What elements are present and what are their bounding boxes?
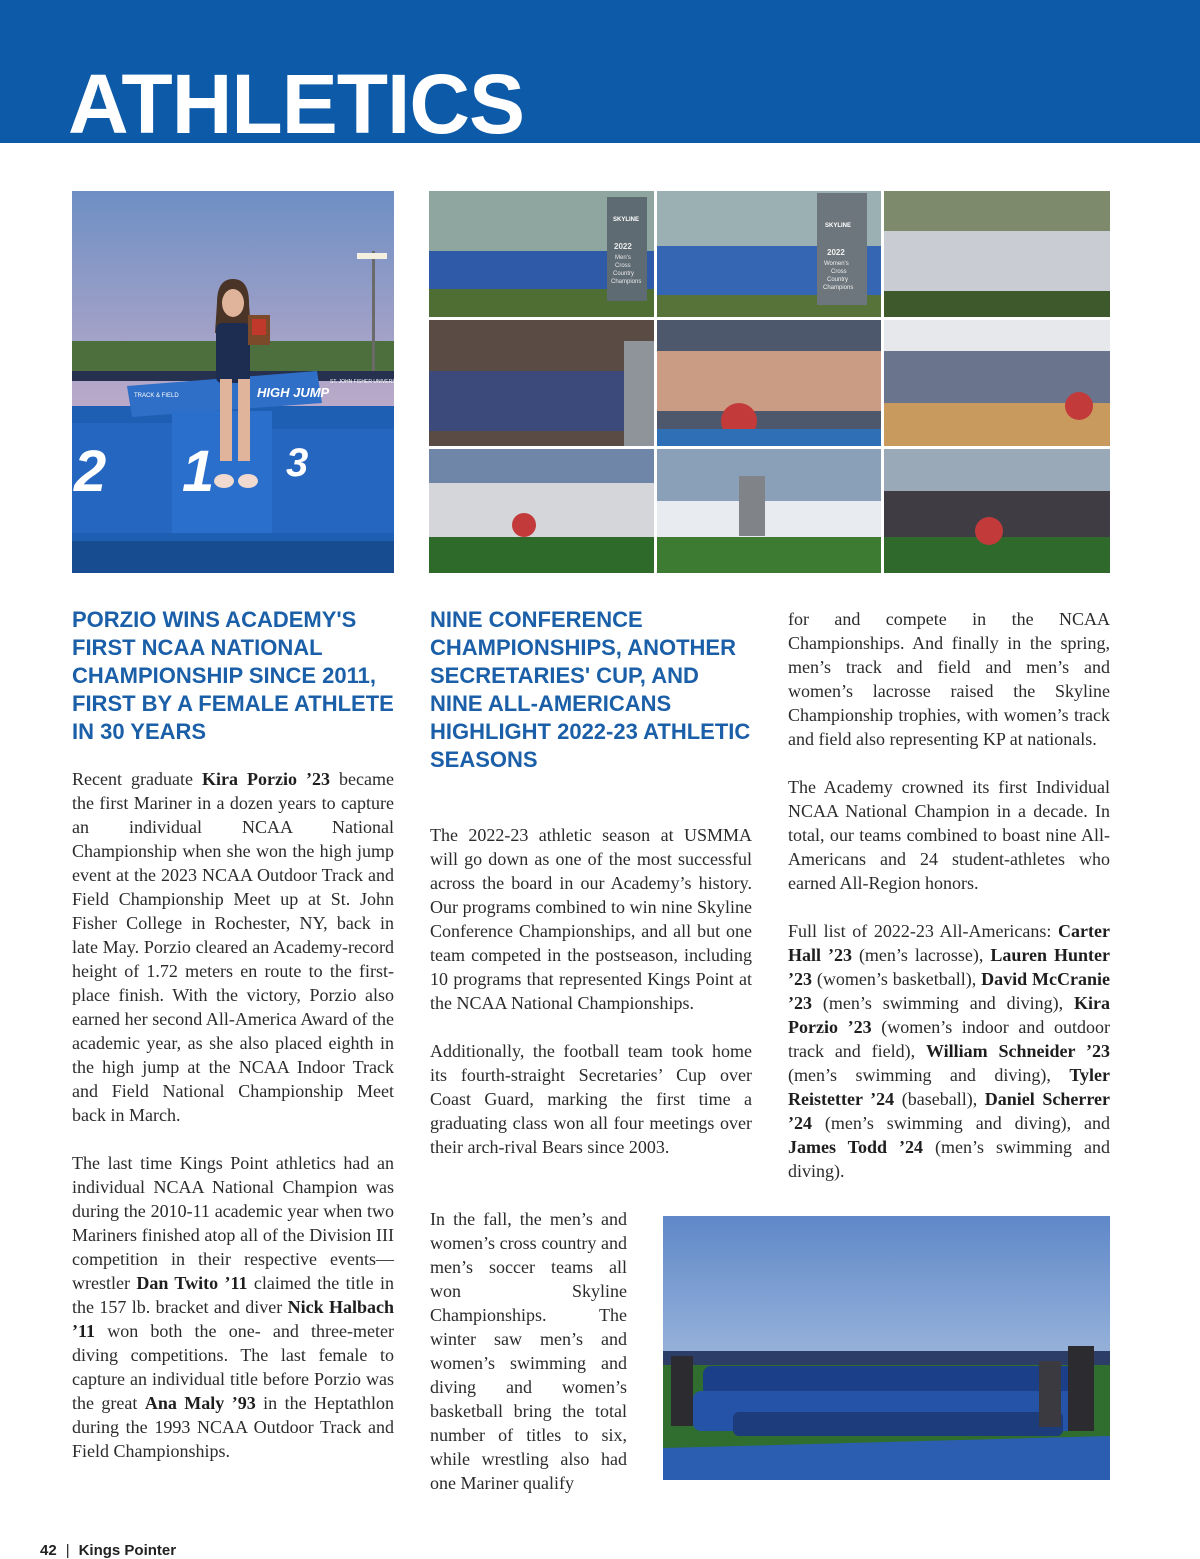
all-american-name: Tyler Reistetter ’24 [788, 1065, 1110, 1109]
porzio-podium-photo [72, 191, 404, 573]
page-number: 42 [40, 1542, 57, 1559]
porzio-paragraph-2: The last time Kings Point athletics had an individual NCAA National Champion was during the 2010-11 academic year when two Mariners finished atop all of the Division III competition in their respective events—wrestler Dan Twito ’11 claimed the title in the 157 lb. bracket and diver Nick Halbach ’11 won both the one- and three-meter diving competitions. The last female to capture an individual title before Porzio was the great Ana Maly ’93 in the Heptathlon during the 1993 NCAA Outdoor Track and Field Championships. [72, 1153, 395, 1461]
banner-1-line-5: Champions [611, 279, 642, 285]
banner-2-line-1: 2022 [827, 248, 845, 257]
athlete-name: Nick Halbach ’11 [72, 1297, 395, 1341]
collage-tile-womens-swimming [429, 320, 654, 446]
banner-2-line-5: Champions [823, 285, 854, 291]
section-title: ATHLETICS [68, 57, 525, 151]
season-paragraph-4: for and compete in the NCAA Championships. And finally in the spring, men’s track and field and men’s and women’s lacrosse raised the Skyline Championship trophies, with women’s track and field also representing KP at nationals. [788, 609, 1110, 749]
athlete-name: Dan Twito ’11 [136, 1273, 248, 1293]
all-american-name: David McCranie ’23 [788, 969, 1110, 1013]
collage-skyline-1: SKYLINE [613, 217, 640, 223]
header-band [0, 0, 1200, 151]
all-american-name: Kira Porzio ’23 [788, 993, 1110, 1037]
publication-name: Kings Pointer [78, 1542, 177, 1559]
podium-banner-text: HIGH JUMP [257, 385, 330, 400]
podium-sign-text: TRACK & FIELD [134, 393, 179, 399]
all-american-name: Daniel Scherrer ’24 [788, 1089, 1110, 1133]
season-paragraph-3: In the fall, the men’s and women’s cross country and men’s soccer teams all won Skyline Championships. The winter saw men’s and women’s swimming and diving and women’s basketball bring the total number of titles to six, while wrestling also had one Mariner qualify [430, 1209, 627, 1493]
all-american-name: William Schneider ’23 [925, 1041, 1110, 1061]
page-footer [40, 1542, 176, 1559]
collage-tile-womens-cross-country [657, 191, 881, 317]
collage-tile-womens-basketball [884, 320, 1110, 446]
collage-tile-mens-cross-country [429, 191, 654, 317]
collage-tile-womens-lacrosse [884, 449, 1110, 573]
athlete-name: Kira Porzio ’23 [202, 769, 331, 789]
all-american-name: Carter Hall ’23 [788, 921, 1110, 965]
banner-1-line-2: Men's [615, 255, 631, 261]
all-american-name: James Todd ’24 [788, 1137, 924, 1157]
collage-tile-mens-lacrosse [657, 449, 881, 573]
porzio-article-body [72, 767, 394, 1463]
banner-1-line-4: Country [613, 271, 635, 277]
season-paragraph-1: The 2022-23 athletic season at USMMA will go down as one of the most successful across the board in our Academy’s history. Our programs combined to win nine Skyline Conference Championships, and all but one team competed in the postseason, including 10 programs that represented Kings Point at the NCAA National Championships. [430, 825, 752, 1013]
season-paragraph-2: Additionally, the football team took home its fourth-straight Secretaries’ Cup over Coast Guard, marking the first time a graduating class won all four meetings over their arch-rival Bears since 2003. [430, 1041, 752, 1157]
season-paragraph-5: The Academy crowned its first Individual NCAA National Champion in a decade. In total, our teams combined to boast nine All-Americans and 24 student-athletes who earned All-Region honors. [788, 777, 1110, 893]
podium-number-3: 3 [286, 441, 309, 485]
all-americans-list: Full list of 2022-23 All-Americans: Carter Hall ’23 (men’s lacrosse), Lauren Hunter ’23 (women’s basketball), David McCranie ’23 (men’s swimming and diving), Kira Porzio ’23 (women’s indoor and outdoor track and field), William Schneider ’23 (men’s swimming and diving), Tyler Reistetter ’24 (baseball), Daniel Scherrer ’24 (men’s swimming and diving), and James Todd ’24 (men’s swimming and diving). [788, 921, 1111, 1181]
collage-tile-mens-track [429, 449, 654, 573]
banner-2-line-4: Country [827, 277, 849, 283]
season-article-col-1b [430, 1207, 627, 1495]
season-article-col-2 [788, 607, 1110, 1183]
porzio-paragraph-1: Recent graduate Kira Porzio ’23 became the first Mariner in a dozen years to capture an individual NCAA National Championship when she won the high jump event at the 2023 NCAA Outdoor Track and Field Championship Meet up at St. John Fisher College in Rochester, NY, back in late May. Porzio cleared an Academy-record height of 1.72 meters en route to the first-place finish. With the victory, Porzio also earned her second All-America Award of the academic year, as she also placed eighth in the high jump at the NCAA Indoor Track and Field National Championship Meet back in March. [72, 769, 394, 1125]
athlete-name: Ana Maly ’93 [144, 1393, 256, 1413]
collage-tile-mens-swimming [657, 320, 881, 446]
podium-sub-text: ST. JOHN FISHER UNIVERSITY [330, 379, 404, 385]
team-championship-collage [429, 191, 1110, 573]
banner-1-line-1: 2022 [614, 242, 632, 251]
football-team-photo [663, 1216, 1110, 1480]
porzio-headline: PORZIO WINS ACADEMY'S FIRST NCAA NATIONAL CHAMPIONSHIP SINCE 2011, FIRST BY A FEMALE ATHLETE IN 30 YEARS [72, 607, 394, 744]
footer-separator: | [65, 1542, 70, 1559]
season-headline: NINE CONFERENCE CHAMPIONSHIPS, ANOTHER SECRETARIES' CUP, AND NINE ALL-AMERICANS HIGHLIGHT 2022-23 ATHLETIC SEASONS [430, 607, 751, 772]
collage-skyline-2: SKYLINE [825, 223, 852, 229]
banner-1-line-3: Cross [615, 263, 631, 269]
season-article-col-1 [430, 823, 752, 1159]
podium-number-1: 1 [182, 439, 215, 504]
podium-number-2: 2 [74, 439, 107, 504]
banner-2-line-3: Cross [831, 269, 847, 275]
all-american-name: Lauren Hunter ’23 [788, 945, 1110, 989]
banner-2-line-2: Women's [824, 261, 849, 267]
collage-tile-mens-soccer [884, 191, 1110, 317]
